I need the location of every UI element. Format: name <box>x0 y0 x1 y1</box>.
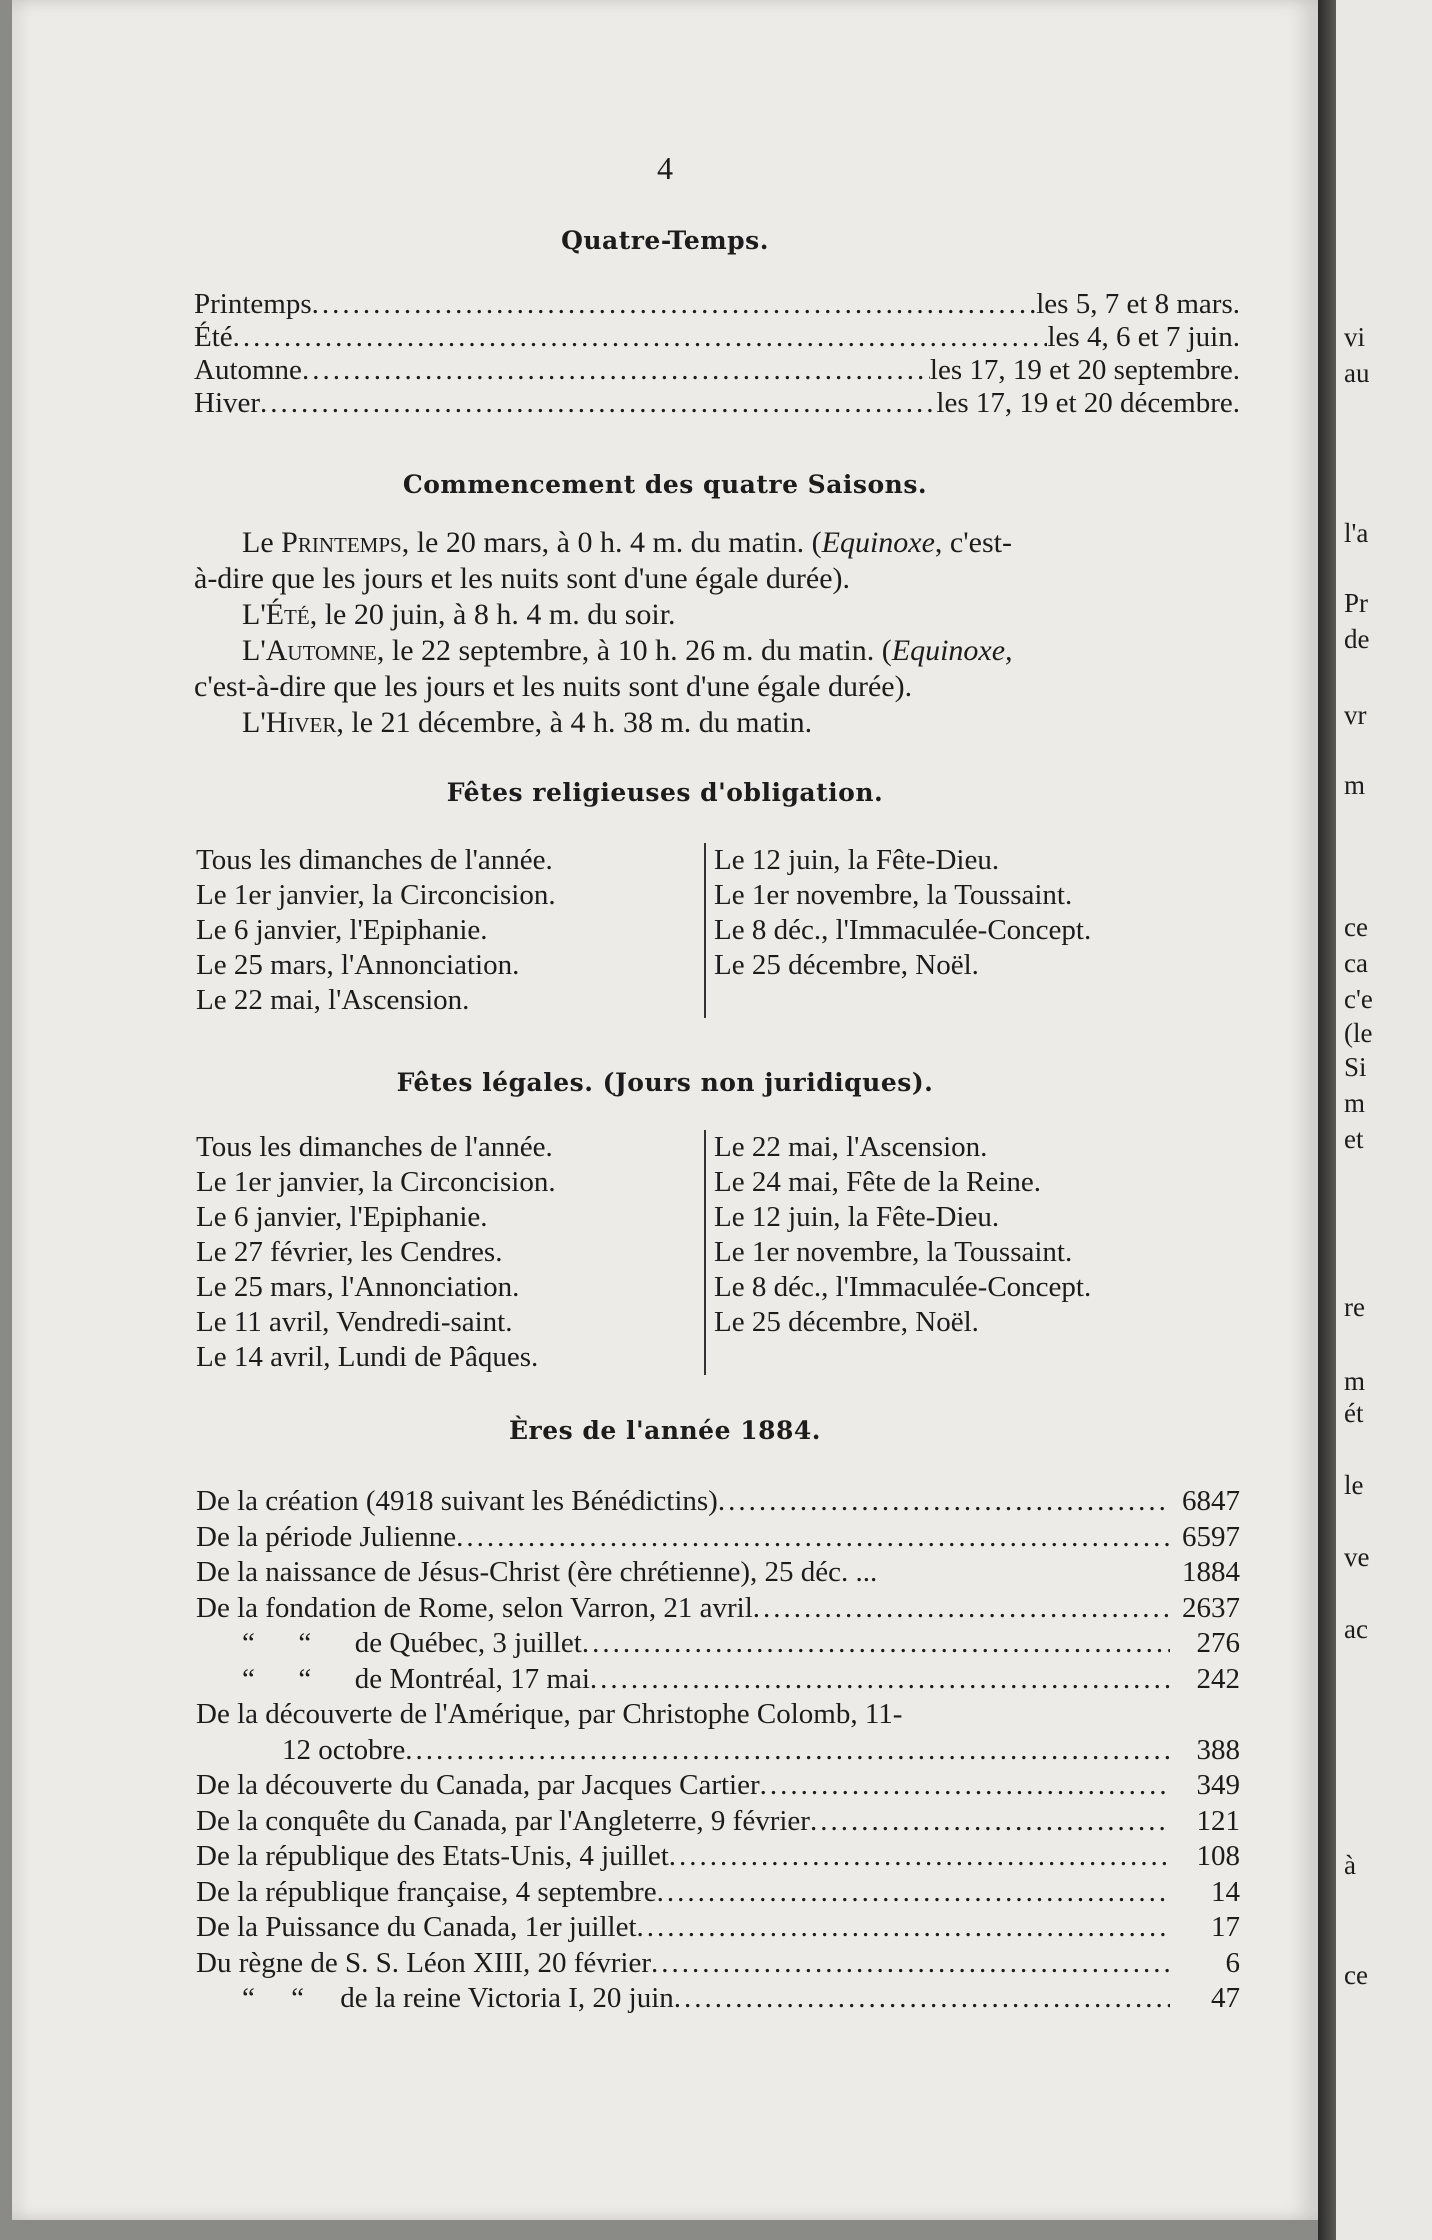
era-label: “ “ de Québec, 3 juillet <box>242 1627 582 1659</box>
era-value: 17 <box>1211 1911 1240 1943</box>
era-label: De la république des Etats-Unis, 4 juillet <box>196 1840 669 1872</box>
feast-item: Le 27 février, les Cendres. <box>196 1236 503 1268</box>
era-label: Du règne de S. S. Léon XIII, 20 février <box>196 1946 651 1979</box>
facing-fragment: (le <box>1344 1018 1373 1048</box>
facing-fragment: c'e <box>1344 984 1373 1014</box>
era-row <box>196 1555 1240 1591</box>
era-row <box>196 1626 1240 1662</box>
legales-left-column <box>196 1130 706 1375</box>
era-label: De la création (4918 suivant les Bénédictins) <box>196 1485 718 1517</box>
feast-item: Le 1er novembre, la Toussaint. <box>714 879 1073 911</box>
feast-item: Le 25 décembre, Noël. <box>714 1306 979 1338</box>
facing-fragment: ac <box>1344 1614 1368 1644</box>
era-label: De la Puissance du Canada, 1er juillet <box>196 1911 637 1943</box>
era-label: De la naissance de Jésus-Christ (ère chrétienne), 25 déc. ... <box>196 1556 878 1588</box>
facing-fragment: vi <box>1344 322 1366 352</box>
facing-fragment: à <box>1344 1850 1356 1880</box>
facing-fragment: Pr <box>1344 588 1369 618</box>
season-dates: les 5, 7 et 8 mars. <box>1036 288 1240 320</box>
feast-item: Le 8 déc., l'Immaculée-Concept. <box>714 1271 1092 1303</box>
season-dates: les 17, 19 et 20 décembre. <box>936 387 1240 419</box>
season-label: Été <box>194 321 233 353</box>
feast-item: Le 6 janvier, l'Epiphanie. <box>196 1201 488 1233</box>
era-label: De la découverte de l'Amérique, par Christophe Colomb, 11- <box>196 1698 903 1730</box>
era-label: “ “ de la reine Victoria I, 20 juin <box>242 1982 674 2014</box>
era-value: 47 <box>1211 1982 1240 2014</box>
facing-fragment: m <box>1344 1088 1366 1118</box>
facing-fragment: et <box>1344 1124 1364 1154</box>
eres-heading: Ères de l'année 1884. <box>508 1416 821 1445</box>
legales-right-column <box>706 1130 1091 1375</box>
printemps-line: Le Printemps, le 20 mars, à 0 h. 4 m. du matin. (Equinoxe, c'est- <box>242 526 1012 559</box>
quatre-temps-row <box>194 321 1240 354</box>
era-label: De la république française, 4 septembre <box>196 1875 657 1908</box>
era-value: 2637 <box>1182 1591 1240 1624</box>
era-row <box>196 1662 1240 1698</box>
feast-item: Le 1er janvier, la Circoncision. <box>196 879 556 911</box>
feast-item: Le 22 mai, l'Ascension. <box>196 984 470 1016</box>
religieuses-left-column <box>196 843 706 1018</box>
feast-item: Tous les dimanches de l'année. <box>196 1131 553 1163</box>
era-value: 108 <box>1196 1840 1240 1872</box>
era-row <box>196 1839 1240 1875</box>
era-row <box>196 1804 1240 1840</box>
facing-fragment: m <box>1344 770 1366 800</box>
feast-item: Le 11 avril, Vendredi-saint. <box>196 1306 513 1338</box>
facing-fragment: re <box>1344 1292 1365 1322</box>
era-value: 14 <box>1211 1875 1240 1908</box>
era-label: De la période Julienne <box>196 1520 457 1553</box>
quatre-temps-row <box>194 354 1240 387</box>
saisons-heading: Commencement des quatre Saisons. <box>402 470 928 499</box>
era-value: 242 <box>1196 1662 1240 1695</box>
era-label: De la fondation de Rome, selon Varron, 21 avril <box>196 1591 753 1624</box>
quatre-temps-row <box>194 387 1240 420</box>
religieuses-columns <box>196 843 1091 1018</box>
era-value: 388 <box>1196 1733 1240 1766</box>
facing-fragment: l'a <box>1344 518 1369 548</box>
feast-item: Le 1er janvier, la Circoncision. <box>196 1166 556 1198</box>
facing-page-fragment <box>1336 0 1432 2240</box>
era-value: 121 <box>1196 1804 1240 1837</box>
era-label: 12 octobre <box>282 1733 406 1766</box>
eres-list <box>196 1484 1240 2017</box>
facing-fragment: m <box>1344 1366 1366 1396</box>
era-row <box>196 1946 1240 1982</box>
season-label: Hiver <box>194 387 261 419</box>
era-value: 349 <box>1196 1769 1240 1801</box>
era-value: 6847 <box>1182 1485 1240 1517</box>
era-row <box>196 1591 1240 1627</box>
era-row <box>196 1733 1240 1769</box>
era-label: De la conquête du Canada, par l'Angleterre, 9 février <box>196 1804 810 1837</box>
era-row <box>196 1484 1240 1520</box>
era-row <box>196 1875 1240 1911</box>
era-row <box>196 1910 1240 1946</box>
automne-line: L'Automne, le 22 septembre, à 10 h. 26 m. du matin. (Equinoxe, <box>242 634 1013 667</box>
quatre-temps-row <box>194 288 1240 321</box>
season-label: Automne <box>194 354 302 386</box>
era-label: “ “ de Montréal, 17 mai <box>242 1662 590 1695</box>
feast-item: Le 14 avril, Lundi de Pâques. <box>196 1341 539 1373</box>
era-value: 6597 <box>1182 1520 1240 1553</box>
feast-item: Le 8 déc., l'Immaculée-Concept. <box>714 914 1092 946</box>
religieuses-heading: Fêtes religieuses d'obligation. <box>446 778 884 807</box>
season-dates: les 17, 19 et 20 septembre. <box>929 354 1240 386</box>
feast-item: Le 12 juin, la Fête-Dieu. <box>714 1201 1000 1233</box>
page-number: 4 <box>657 150 673 186</box>
ete-line: L'Été, le 20 juin, à 8 h. 4 m. du soir. <box>242 598 676 631</box>
facing-fragment: vr <box>1344 700 1367 730</box>
feast-item: Le 25 décembre, Noël. <box>714 949 979 981</box>
feast-item: Le 12 juin, la Fête-Dieu. <box>714 844 1000 876</box>
facing-fragment: au <box>1344 358 1370 388</box>
feast-item: Le 24 mai, Fête de la Reine. <box>714 1166 1041 1198</box>
era-row <box>196 1768 1240 1804</box>
book-gutter <box>1318 0 1336 2240</box>
legales-heading: Fêtes légales. (Jours non juridiques). <box>396 1068 934 1097</box>
facing-fragment: le <box>1344 1470 1364 1500</box>
season-dates: les 4, 6 et 7 juin. <box>1047 321 1240 353</box>
hiver-line: L'Hiver, le 21 décembre, à 4 h. 38 m. du matin. <box>242 706 813 739</box>
automne-line-2: c'est-à-dire que les jours et les nuits sont d'une égale durée). <box>194 670 913 703</box>
feast-item: Le 1er novembre, la Toussaint. <box>714 1236 1073 1268</box>
facing-fragment: ve <box>1344 1542 1370 1572</box>
feast-item: Tous les dimanches de l'année. <box>196 844 553 876</box>
facing-fragment: Si <box>1344 1052 1367 1082</box>
facing-fragment: ét <box>1344 1398 1364 1428</box>
document-page <box>12 0 1318 2220</box>
feast-item: Le 25 mars, l'Annonciation. <box>196 1271 520 1303</box>
feast-item: Le 22 mai, l'Ascension. <box>714 1131 988 1163</box>
era-value: 276 <box>1196 1627 1240 1659</box>
era-value: 6 <box>1225 1946 1240 1979</box>
quatre-temps-list <box>194 288 1240 420</box>
era-label: De la découverte du Canada, par Jacques Cartier <box>196 1769 760 1801</box>
era-row <box>196 1981 1240 2017</box>
era-value: 1884 <box>1182 1556 1240 1588</box>
saisons-text <box>194 525 1244 741</box>
era-row <box>196 1697 1240 1733</box>
legales-columns <box>196 1130 1091 1375</box>
season-label: Printemps <box>194 288 312 320</box>
facing-fragment: ce <box>1344 912 1368 942</box>
feast-item: Le 25 mars, l'Annonciation. <box>196 949 520 981</box>
era-row <box>196 1520 1240 1556</box>
facing-fragment: ce <box>1344 1960 1368 1990</box>
printemps-line-2: à-dire que les jours et les nuits sont d'une égale durée). <box>194 562 851 595</box>
feast-item: Le 6 janvier, l'Epiphanie. <box>196 914 488 946</box>
facing-fragment: ca <box>1344 948 1368 978</box>
religieuses-right-column <box>706 843 1091 1018</box>
facing-fragment: de <box>1344 624 1370 654</box>
quatre-temps-heading: Quatre-Temps. <box>561 226 769 255</box>
